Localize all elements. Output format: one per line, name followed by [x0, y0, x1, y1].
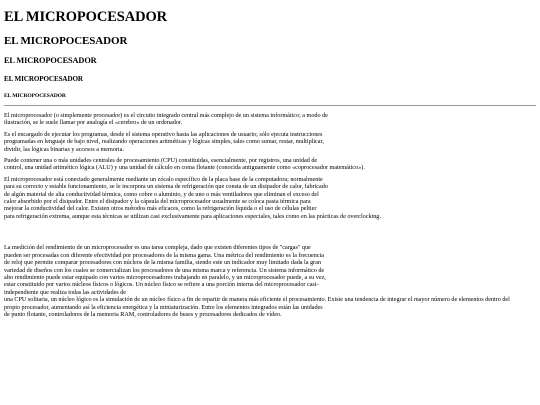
paragraph-definition — [4, 112, 536, 127]
paragraph-function — [4, 131, 536, 153]
heading-level-3: EL MICROPOCESADOR — [4, 56, 97, 65]
text-line: Es el encargado de ejecutar los programas, desde el sistema operativo hasta las aplicaciones de usuario; sólo ejecuta instrucciones — [4, 130, 323, 138]
paragraph-cooling — [4, 176, 536, 220]
text-line: de reloj que permite comparar procesadores con núcleos de la misma familia, siendo este un indicador muy limitado dada la gran — [4, 259, 321, 267]
text-line: La medición del rendimiento de un microprocesador es una tarea compleja, dado que existen diferentes tipos de "cargas" que — [4, 244, 311, 252]
text-line: de algún material de alta conductividad térmica, como cobre o aluminio, y de uno o más ventiladores que eliminan el exceso del — [4, 190, 319, 198]
text-line: programadas en lenguaje de bajo nivel, realizando operaciones aritméticas y lógicas simples, tales como sumar, restar, multiplicar, — [4, 138, 324, 146]
heading-level-4: EL MICROPOCESADOR — [4, 75, 83, 83]
horizontal-rule — [4, 105, 536, 106]
text-line: mejorar la conductividad del calor. Existen otros métodos más eficaces, como la refrigeración líquida o el uso de células peltier — [4, 205, 317, 213]
text-line: El microprocesador (o simplemente procesador) es el circuito integrado central más complejo de un sistema informático; a modo de — [4, 112, 328, 119]
text-line: Puede contener una o más unidades centrales de procesamiento (CPU) constituidas, esencialmente, por registros, una unidad de — [4, 157, 318, 165]
text-line: de punto flotante, controladores de la memoria RAM, controladores de buses y procesadores dedicados de vídeo. — [4, 310, 282, 318]
text-line: pueden ser procesadas con diferente efectividad por procesadores de la misma gama. Una métrica del rendimiento es la frecuencia — [4, 251, 324, 259]
heading-level-5: EL MICROPOCESADOR — [4, 93, 66, 99]
text-line: para refrigeración extrema, aunque esta técnicas se utilizan casi exclusivamente para aplicaciones especiales, tales como en las prácticas de overclocking. — [4, 212, 381, 220]
paragraph-performance — [4, 244, 536, 318]
text-line: dividir, las lógicas binarias y accesos a memoria. — [4, 145, 124, 153]
text-line: calor absorbido por el disipador. Entre el disipador y la cápsula del microprocesador usualmente se coloca pasta térmica para — [4, 198, 311, 206]
text-line: El microprocesador está conectado generalmente mediante un zócalo específico de la placa base de la computadora; normalmente — [4, 175, 323, 183]
text-line: independiente que realiza todas las actividades de — [4, 288, 127, 296]
text-line: una CPU solitaria, un núcleo lógico es la simulación de un núcleo físico a fin de repartir de manera más eficiente el procesamiento. Existe una tendencia de integrar el mayor número de elementos dentro del — [4, 296, 510, 304]
text-line: propio procesador, aumentando así la eficiencia energética y la miniaturización. Entre los elementos integrados están las unidades — [4, 303, 323, 311]
heading-level-1: EL MICROPOCESADOR — [4, 9, 168, 25]
paragraph-cpu-units — [4, 157, 536, 172]
text-line: para su correcto y estable funcionamiento, se le incorpora un sistema de refrigeración que consta de un disipador de calor, fabricado — [4, 183, 328, 191]
text-line: control, una unidad aritmético lógica (ALU) y una unidad de cálculo en coma flotante (conocida antiguamente como «coprocesador matemático»). — [4, 164, 365, 172]
text-line: estar constituido por varios núcleos físicos o lógicos. Un núcleo físico se refiere a una porción interna del microprocesador casi- — [4, 281, 319, 289]
text-line: variedad de diseños con los cuales se comercializan los procesadores de una misma marca y referencia. Un sistema informático de — [4, 266, 325, 274]
heading-level-2: EL MICROPOCESADOR — [4, 35, 128, 47]
text-line: alto rendimiento puede estar equipado con varios microprocesadores trabajando en paralelo, y un microprocesador puede, a su vez, — [4, 273, 326, 281]
text-line: ilustración, se le suele llamar por analogía el «cerebro» de un ordenador. — [4, 119, 183, 127]
document-page — [4, 0, 536, 322]
